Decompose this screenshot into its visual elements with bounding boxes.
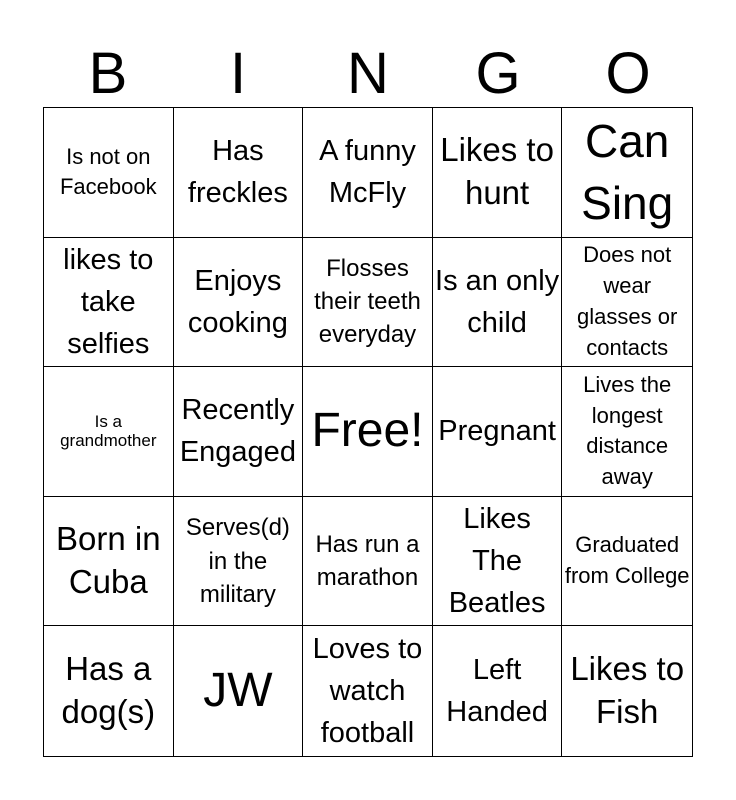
bingo-cell: Lives the longest distance away	[562, 367, 692, 497]
bingo-cell: Likes to hunt	[433, 108, 563, 238]
bingo-cell: Does not wear glasses or contacts	[562, 238, 692, 368]
bingo-cell: JW	[174, 626, 304, 756]
bingo-cell: Has a dog(s)	[44, 626, 174, 756]
bingo-cell: A funny McFly	[303, 108, 433, 238]
bingo-cell: Likes to Fish	[570, 650, 685, 731]
bingo-cell: Recently Engaged	[174, 367, 304, 497]
bingo-cell: Loves to watch football	[303, 626, 433, 756]
bingo-cell: Graduated from College	[562, 497, 692, 627]
bingo-header	[43, 40, 693, 108]
bingo-cell: Serves(d) in the military	[174, 497, 304, 627]
bingo-cell: Can Sing	[562, 108, 692, 238]
free-space-cell: Free!	[303, 367, 433, 497]
bingo-cell: Has freckles	[174, 108, 304, 238]
bingo-cell: Has run a marathon	[303, 497, 433, 627]
bingo-cell: Is not on Facebook	[44, 108, 174, 238]
header-letter-g: G	[475, 41, 521, 106]
bingo-cell: Left Handed	[433, 626, 563, 756]
header-letter-b: B	[88, 41, 128, 106]
header-letter-n: N	[347, 41, 389, 106]
header-letter-o: O	[605, 41, 651, 106]
bingo-cell: Is an only child	[433, 238, 563, 368]
bingo-cell: Likes The Beatles	[433, 497, 563, 627]
bingo-cell: Flosses their teeth everyday	[303, 238, 433, 368]
bingo-cell: Pregnant	[433, 367, 563, 497]
bingo-cell: Enjoys cooking	[174, 238, 304, 368]
bingo-cell: Is a grandmother	[44, 367, 174, 497]
bingo-cell: likes to take selfies	[44, 238, 174, 368]
header-letter-i: I	[229, 41, 247, 106]
bingo-grid	[43, 107, 693, 757]
bingo-cell: Born in Cuba	[44, 497, 174, 627]
